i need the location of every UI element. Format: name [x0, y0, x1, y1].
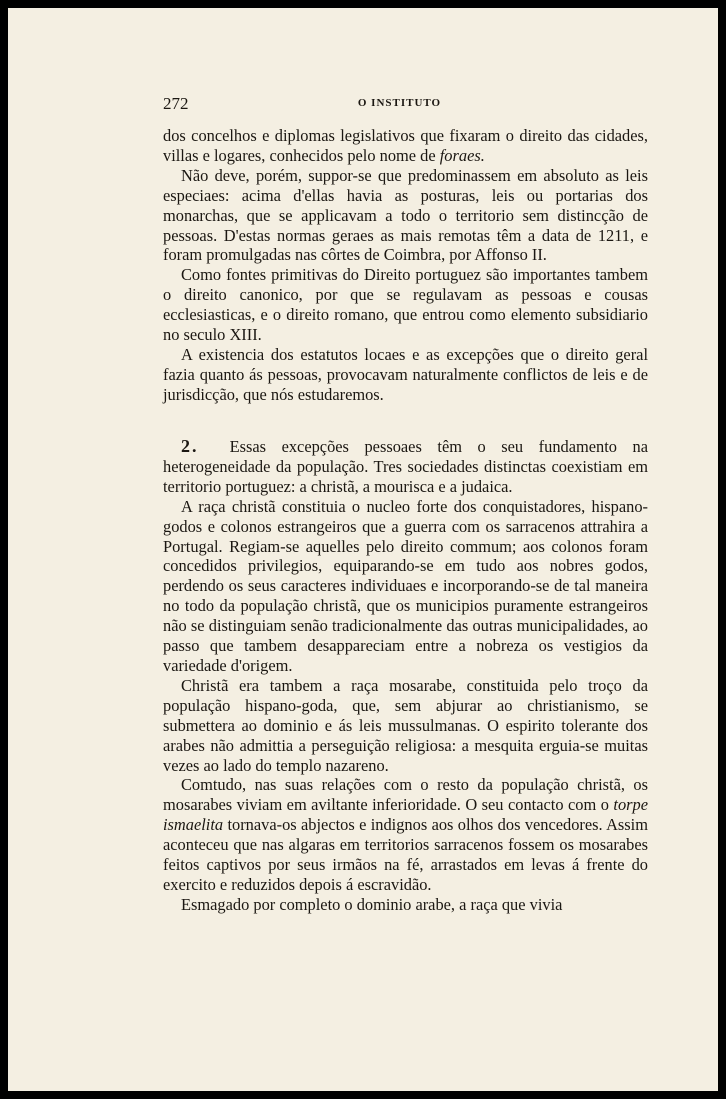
paragraph-text: Essas excepções pessoaes têm o seu fundamento na heterogeneidade da população. Tres sociedades distinctas coexistiam em territorio portuguez: a christã, a mourisca e a judaica.	[163, 437, 648, 496]
paragraph: A existencia dos estatutos locaes e as excepções que o direito geral fazia quanto ás pessoas, provocavam naturalmente conflictos de leis e de jurisdicção, que nós estudaremos.	[163, 344, 648, 404]
italic-term: torpe ismaelita	[163, 795, 648, 835]
section-2-text	[163, 437, 648, 915]
page-number: 272	[163, 94, 189, 113]
paragraph	[163, 775, 648, 894]
paragraph: A raça christã constituia o nucleo forte dos conquistadores, hispano-godos e colonos estrangeiros que a guerra com os sarracenos attrahira a Portugal. Regiam-se aquelles pelo direito commum; aos colonos foram concedidos privilegios, equiparando-se em tudo aos nobres godos, perdendo os seus caracteres individuaes e incorporando-se de tal maneira no todo da população christã, que os municipios puramente estrangeiros não se distinguiam senão tradicionalmente das outras municipalidades, ao passo que tambem desappareciam entre a nobreza os vestigios da variedade d'origem.	[163, 496, 648, 675]
paragraph: Não deve, porém, suppor-se que predominassem em absoluto as leis especiaes: acima d'ellas havia as posturas, leis ou portarias dos monarchas, que se applicavam a todo o territorio sem distincção de pessoas. D'estas normas geraes as mais remotas têm a data de 1211, e foram promulgadas nas côrtes de Coimbra, por Affonso II.	[163, 165, 648, 265]
paragraph-text: dos concelhos e diplomas legislativos que fixaram o direito das cidades, villas e logares, conhecidos pelo nome de	[163, 126, 648, 165]
paragraph: Esmagado por completo o dominio arabe, a raça que vivia	[181, 894, 563, 914]
italic-term: foraes.	[439, 145, 485, 165]
paragraph: Como fontes primitivas do Direito portuguez são importantes tambem o direito canonico, por que se regulavam as pessoas e cousas ecclesiasticas, e o direito romano, que entrou como elemento subsidiario no seculo XIII.	[163, 265, 648, 345]
page-header	[163, 94, 636, 116]
section-number: 2.	[181, 436, 199, 456]
book-page	[8, 8, 718, 1091]
paragraph-text: tornava-os abjectos e indignos aos olhos dos vencedores. Assim aconteceu que nas algaras em territorios sarracenos fossem os mosarabes feitos captivos por seus irmãos na fé, arrastados em levas á frente do exercito e reduzidos depois á escravidão.	[163, 815, 648, 894]
running-title: O INSTITUTO	[357, 97, 442, 109]
paragraph	[163, 126, 648, 166]
paragraph	[163, 437, 648, 497]
paragraph-text: Comtudo, nas suas relações com o resto da população christã, os mosarabes viviam em aviltante inferioridade. O seu contacto com o	[163, 775, 648, 815]
paragraph: Christã era tambem a raça mosarabe, constituida pelo troço da população hispano-goda, que, sem abjurar ao christianismo, se submettera ao dominio e ás leis mussulmanas. O espirito tolerante dos arabes não admittia a perseguição religiosa: a mesquita erguia-se muitas vezes ao lado do templo nazareno.	[163, 675, 648, 775]
section-1-text	[163, 126, 648, 405]
